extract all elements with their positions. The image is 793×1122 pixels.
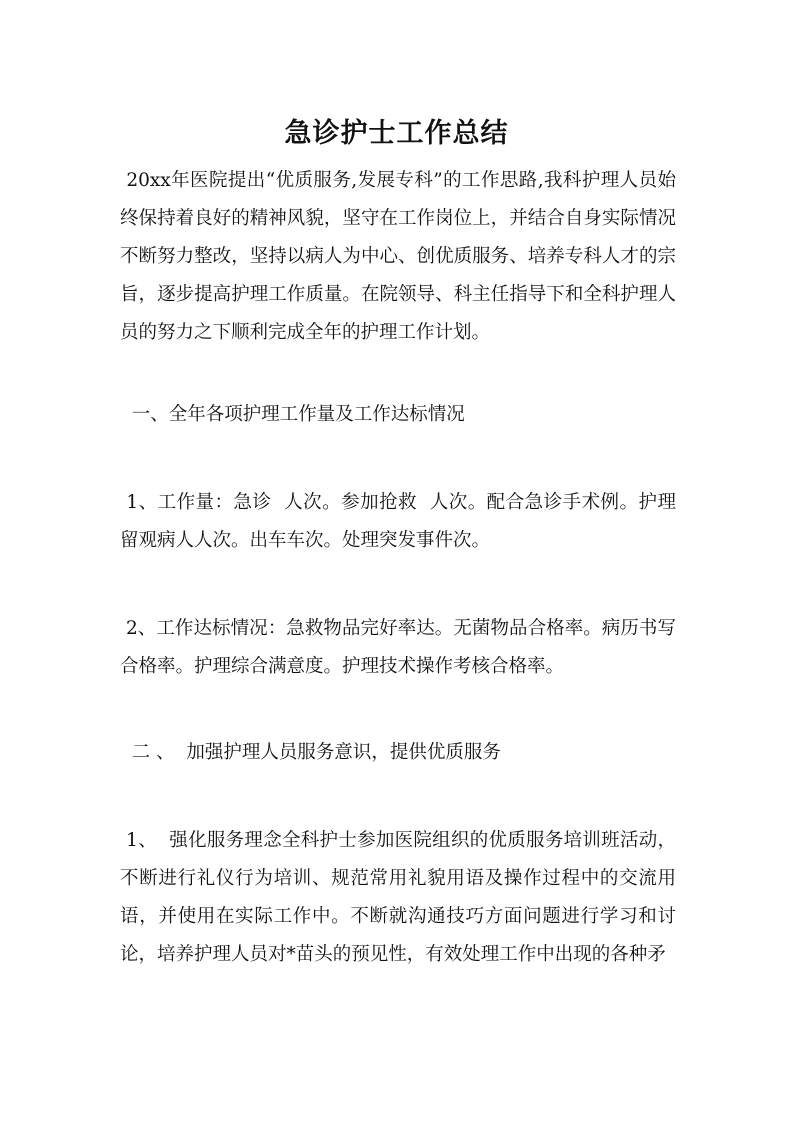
section-heading-1: 一、全年各项护理工作量及工作达标情况 (120, 404, 465, 425)
paragraph-standards: 2、工作达标情况：急救物品完好率达。无菌物品合格率。病历书写合格率。护理综合满意度。护理技术操作考核合格率。 (120, 618, 676, 677)
paragraph-intro: 20xx年医院提出“优质服务,发展专科”的工作思路,我科护理人员始终保持着良好的精神风貌，坚守在工作岗位上，并结合自身实际情况不断努力整改，坚持以病人为中心、创优质服务、培养专科人才的宗旨，逐步提高护理工作质量。在院领导、科主任指导下和全科护理人员的努力之下顺利完成全年的护理工作计划。 (120, 170, 676, 343)
section-heading-2: 二 、 加强护理人员服务意识，提供优质服务 (120, 742, 501, 763)
paragraph-service: 1、 强化服务理念全科护士参加医院组织的优质服务培训班活动，不断进行礼仪行为培训、规范常用礼貌用语及操作过程中的交流用语，并使用在实际工作中。不断就沟通技巧方面问题进行学习和讨论，培养护理人员对*苗头的预见性，有效处理工作中出现的各种矛 (120, 830, 676, 965)
paragraph-workload: 1、工作量：急诊 人次。参加抢救 人次。配合急诊手术例。护理留观病人人次。出车车次。处理突发事件次。 (120, 492, 676, 551)
document-title: 急诊护士工作总结 (284, 118, 509, 150)
